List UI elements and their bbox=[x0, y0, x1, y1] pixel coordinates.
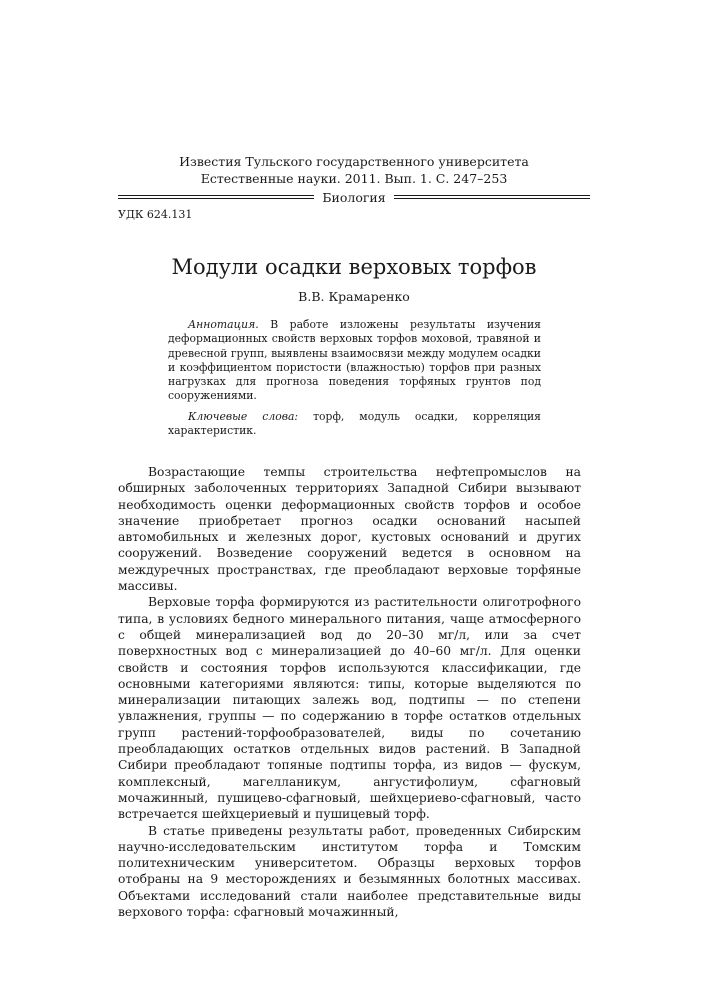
section-rule bbox=[118, 190, 590, 204]
section-name: Биология bbox=[322, 189, 386, 205]
article-title: Модули осадки верховых торфов bbox=[171, 255, 537, 279]
article-body bbox=[118, 464, 581, 920]
body-paragraph: Верховые торфа формируются из растительности олиготрофного типа, в условиях бедного минерального питания, чаще атмосферного с общей минерализацией вод до 20–30 мг/л, или за счет поверхностных вод с минерализацией до 40–60 мг/л. Для оценки свойств и состояния торфов используются классификации, где основными категориями являются: типы, которые выделяются по минерализации питающих залежь вод, подтипы — по степени увлажнения, группы — по содержанию в торфе остатков отдельных групп растений-торфообразователей, виды по сочетанию преобладающих остатков отдельных видов растений. В Западной Сибири преобладают топяные подтипы торфа, из видов — фускум, комплексный, магелланикум, ангустифолиум, сфагновый мочажинный, пушицево-сфагновый, шейхцериево-сфагновый, часто встречается шейхцериевый и пушицевый торф. bbox=[118, 595, 581, 822]
body-paragraph: Возрастающие темпы строительства нефтепромыслов на обширных заболоченных территориях Западной Сибири вызывают необходимость оценки деформационных свойств торфов и особое значение приобретает прогноз осадки оснований насыпей автомобильных и железных дорог, кустовых оснований и других сооружений. Возведение сооружений ведется в основном на междуречных пространствах, где преобладают верховые торфяные массивы. bbox=[118, 465, 581, 594]
journal-header bbox=[118, 153, 590, 187]
keywords-paragraph bbox=[168, 410, 541, 439]
body-paragraph: В статье приведены результаты работ, проведенных Сибирским научно-исследовательским институтом торфа и Томским политехническим университетом. Образцы верховых торфов отобраны на 9 месторождениях и безымянных болотных массивах. Объектами исследований стали наиболее представительные виды верхового торфа: сфагновый мочажинный, bbox=[118, 823, 581, 920]
abstract-paragraph bbox=[168, 318, 541, 404]
journal-title: Известия Тульского государственного университета bbox=[179, 154, 529, 169]
udc-code: УДК 624.131 bbox=[118, 208, 193, 221]
article-author: В.В. Крамаренко bbox=[298, 289, 410, 304]
double-rule-left bbox=[118, 195, 314, 199]
keywords-text: торф, модуль осадки, корреляция характеристик. bbox=[168, 409, 541, 438]
abstract-label: Аннотация. bbox=[188, 318, 259, 331]
double-rule-right bbox=[394, 195, 590, 199]
abstract-block bbox=[168, 318, 541, 444]
keywords-label: Ключевые слова: bbox=[188, 409, 299, 423]
abstract-text: В работе изложены результаты изучения деформационных свойств верховых торфов моховой, травяной и древесной групп, выявлены взаимосвязи между модулем осадки и коэффициентом пористости (влажностью) торфов при разных нагрузках для прогноза поведения торфяных грунтов под сооружениями. bbox=[168, 318, 541, 403]
journal-issue: Естественные науки. 2011. Вып. 1. С. 247–253 bbox=[200, 171, 508, 186]
